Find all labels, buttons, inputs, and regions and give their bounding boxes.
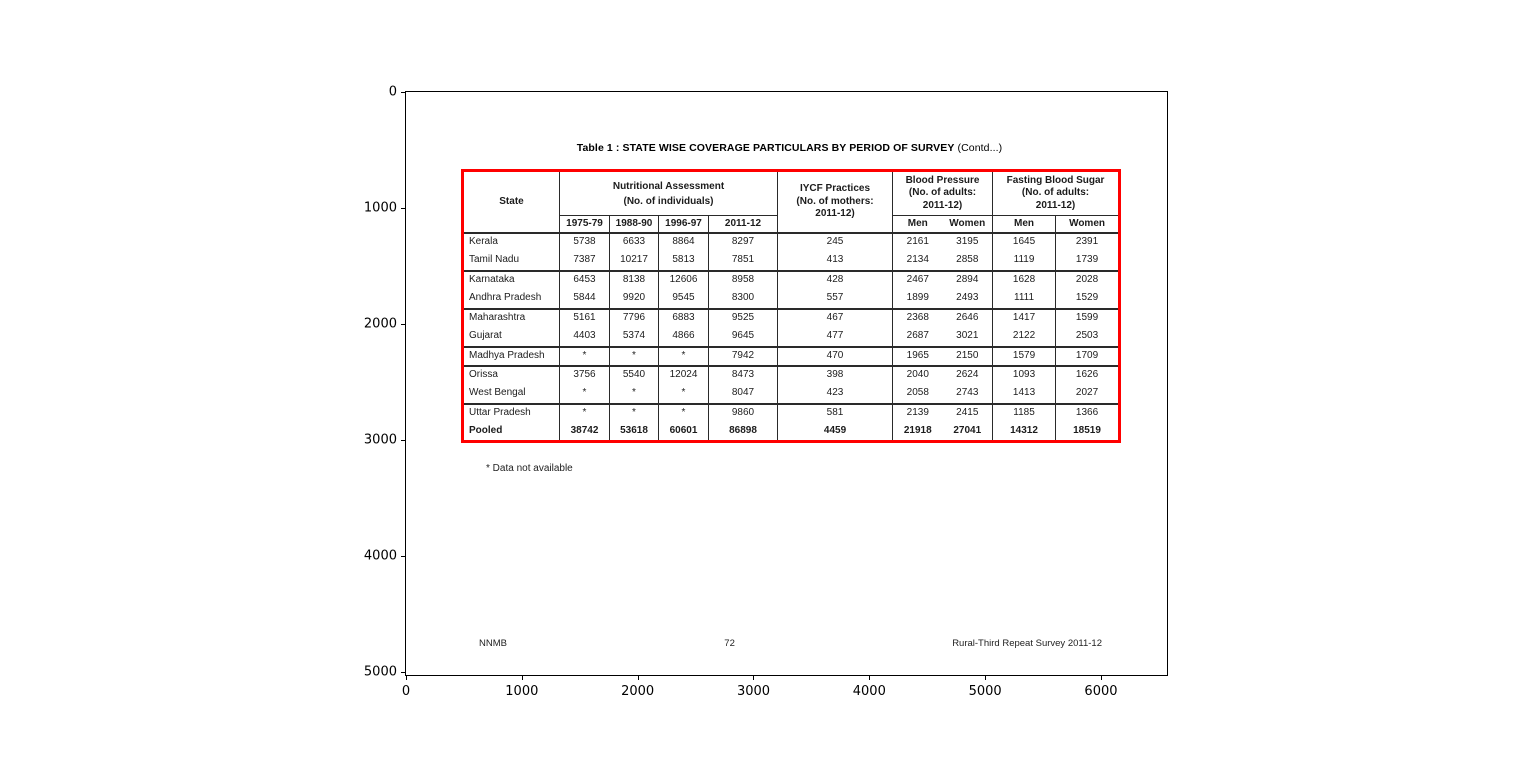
value-cell: 2646 xyxy=(943,309,993,328)
value-cell: 2134 xyxy=(893,252,943,271)
value-cell: 1899 xyxy=(893,290,943,309)
value-cell: 428 xyxy=(778,271,893,290)
value-cell: * xyxy=(560,347,610,366)
value-cell: 2858 xyxy=(943,252,993,271)
table-row xyxy=(463,385,1120,404)
value-cell: 9860 xyxy=(709,404,778,423)
y-tick-mark xyxy=(401,556,405,557)
value-cell: 2894 xyxy=(943,271,993,290)
value-cell: 5374 xyxy=(610,328,659,347)
value-cell: 1739 xyxy=(1056,252,1120,271)
header-fbs-line2: (No. of adults: xyxy=(1021,187,1090,199)
value-cell: 9920 xyxy=(610,290,659,309)
value-cell: 27041 xyxy=(943,423,993,442)
value-cell: 2150 xyxy=(943,347,993,366)
x-tick-mark xyxy=(406,676,407,680)
document-title-main: Table 1 : STATE WISE COVERAGE PARTICULARS BY PERIOD OF SURVEY xyxy=(576,142,955,154)
x-tick-label: 2000 xyxy=(621,684,655,699)
value-cell: * xyxy=(659,347,709,366)
value-cell: 477 xyxy=(778,328,893,347)
value-cell: * xyxy=(560,385,610,404)
value-cell: 2027 xyxy=(1056,385,1120,404)
value-cell: 1709 xyxy=(1056,347,1120,366)
table-row xyxy=(463,347,1120,366)
value-cell: 5161 xyxy=(560,309,610,328)
x-tick-label: 0 xyxy=(401,684,411,699)
header-bp-line2: (No. of adults: xyxy=(908,187,977,199)
value-cell: 7796 xyxy=(610,309,659,328)
value-cell: * xyxy=(659,385,709,404)
subheader-bp-men: Men xyxy=(893,216,943,233)
value-cell: 1628 xyxy=(993,271,1056,290)
state-cell: Tamil Nadu xyxy=(463,252,560,271)
value-cell: 1111 xyxy=(993,290,1056,309)
value-cell: * xyxy=(659,404,709,423)
document-title-contd: (Contd...) xyxy=(954,142,1003,154)
value-cell: * xyxy=(610,385,659,404)
value-cell: 60601 xyxy=(659,423,709,442)
value-cell: 7942 xyxy=(709,347,778,366)
footer-page-number: 72 xyxy=(724,638,735,649)
x-tick-mark xyxy=(522,676,523,680)
y-tick-label: 2000 xyxy=(363,316,397,332)
value-cell: 2467 xyxy=(906,274,929,286)
value-cell: 5540 xyxy=(610,366,659,385)
state-cell: Kerala xyxy=(463,233,560,252)
header-na-line2: (No. of individuals) xyxy=(623,195,714,207)
value-cell: 8864 xyxy=(659,233,709,252)
state-cell: Uttar Pradesh xyxy=(463,404,560,423)
state-cell: Madhya Pradesh xyxy=(463,347,560,366)
header-fbs-line3: 2011-12) xyxy=(1035,199,1076,211)
value-cell: 1579 xyxy=(993,347,1056,366)
value-cell: 18519 xyxy=(1073,425,1101,436)
state-cell: Pooled xyxy=(463,423,560,442)
value-cell: 2161 xyxy=(906,236,929,248)
x-tick-mark xyxy=(985,676,986,680)
x-tick-mark xyxy=(1101,676,1102,680)
subheader-1996-97: 1996-97 xyxy=(659,216,709,233)
value-cell: 1417 xyxy=(993,309,1056,328)
value-cell: 1626 xyxy=(1075,369,1099,381)
value-cell: 10217 xyxy=(610,252,659,271)
value-cell: 86898 xyxy=(709,423,778,442)
y-tick-mark xyxy=(401,92,405,93)
value-cell: 1529 xyxy=(1056,290,1120,309)
header-bp-line3: 2011-12) xyxy=(922,199,963,211)
value-cell: 6453 xyxy=(560,271,610,290)
value-cell: 557 xyxy=(778,290,893,309)
value-cell: 2624 xyxy=(943,366,993,385)
header-fbs-line1: Fasting Blood Sugar xyxy=(1006,174,1105,186)
value-cell: * xyxy=(610,404,659,423)
footer-left: NNMB xyxy=(479,638,507,649)
value-cell: 413 xyxy=(778,252,893,271)
value-cell: 9525 xyxy=(709,309,778,328)
y-tick-label: 0 xyxy=(388,84,397,100)
value-cell: 8047 xyxy=(709,385,778,404)
value-cell: * xyxy=(560,404,610,423)
value-cell: 1185 xyxy=(993,404,1056,423)
value-cell: * xyxy=(610,347,659,366)
value-cell: 470 xyxy=(778,347,893,366)
value-cell: 581 xyxy=(778,404,893,423)
value-cell: 2391 xyxy=(1075,236,1099,248)
value-cell: 4403 xyxy=(560,328,610,347)
value-cell: 8297 xyxy=(709,233,778,252)
y-tick-mark xyxy=(401,208,405,209)
table-row xyxy=(463,271,1120,290)
value-cell: 2743 xyxy=(943,385,993,404)
header-state: State xyxy=(463,171,560,233)
table-row xyxy=(463,309,1120,328)
table-row xyxy=(463,233,1120,252)
value-cell: 38742 xyxy=(560,423,610,442)
value-cell: 1599 xyxy=(1075,312,1099,324)
value-cell: 6633 xyxy=(610,233,659,252)
x-tick-label: 6000 xyxy=(1084,684,1118,699)
state-cell: West Bengal xyxy=(463,385,560,404)
value-cell: 9645 xyxy=(709,328,778,347)
value-cell: 8138 xyxy=(610,271,659,290)
y-tick-label: 3000 xyxy=(363,432,397,448)
x-tick-mark xyxy=(638,676,639,680)
value-cell: 12606 xyxy=(659,271,709,290)
value-cell: 4866 xyxy=(659,328,709,347)
value-cell: 21918 xyxy=(903,425,932,436)
table-row xyxy=(463,252,1120,271)
y-tick-label: 5000 xyxy=(363,664,397,680)
value-cell: 2493 xyxy=(943,290,993,309)
value-cell: 8300 xyxy=(709,290,778,309)
header-iycf-line3: 2011-12) xyxy=(815,208,855,219)
y-tick-mark xyxy=(401,440,405,441)
footer-right: Rural-Third Repeat Survey 2011-12 xyxy=(952,638,1102,649)
header-iycf-line1: IYCF Practices xyxy=(799,183,871,194)
axes-frame xyxy=(363,84,1168,699)
y-tick-mark xyxy=(401,672,405,673)
x-tick-label: 5000 xyxy=(968,684,1002,699)
value-cell: 2040 xyxy=(906,369,929,381)
header-bp-line1: Blood Pressure xyxy=(905,174,980,186)
value-cell: 1645 xyxy=(993,233,1056,252)
document-title xyxy=(461,142,1118,154)
value-cell: 9545 xyxy=(659,290,709,309)
value-cell: 8473 xyxy=(709,366,778,385)
state-cell: Andhra Pradesh xyxy=(463,290,560,309)
value-cell: 7851 xyxy=(709,252,778,271)
value-cell: 1119 xyxy=(993,252,1056,271)
value-cell: 3021 xyxy=(943,328,993,347)
value-cell: 423 xyxy=(778,385,893,404)
state-cell: Maharashtra xyxy=(463,309,560,328)
state-cell: Orissa xyxy=(463,366,560,385)
value-cell: 2503 xyxy=(1056,328,1120,347)
page-footer xyxy=(461,638,1118,649)
subheader-1988-90: 1988-90 xyxy=(610,216,659,233)
value-cell: 2058 xyxy=(893,385,943,404)
x-tick-label: 1000 xyxy=(505,684,539,699)
subheader-2011-12: 2011-12 xyxy=(709,216,778,233)
value-cell: 7387 xyxy=(560,252,610,271)
value-cell: 1093 xyxy=(993,366,1056,385)
value-cell: 1965 xyxy=(893,347,943,366)
table-body xyxy=(463,233,1120,442)
value-cell: 3756 xyxy=(560,366,610,385)
y-tick-mark xyxy=(401,324,405,325)
subheader-fbs-men: Men xyxy=(993,216,1056,233)
value-cell: 2028 xyxy=(1075,274,1099,286)
value-cell: 398 xyxy=(778,366,893,385)
value-cell: 53618 xyxy=(610,423,659,442)
x-tick-label: 4000 xyxy=(852,684,886,699)
value-cell: 4459 xyxy=(778,423,893,442)
value-cell: 2415 xyxy=(943,404,993,423)
footnote: * Data not available xyxy=(486,463,573,474)
x-tick-label: 3000 xyxy=(736,684,771,699)
value-cell: 2687 xyxy=(893,328,943,347)
subheader-1975-79: 1975-79 xyxy=(560,216,610,233)
value-cell: 1366 xyxy=(1075,407,1099,419)
subheader-fbs-women: Women xyxy=(1056,216,1120,233)
header-na-line1: Nutritional Assessment xyxy=(612,180,725,192)
x-tick-mark xyxy=(869,676,870,680)
value-cell: 14312 xyxy=(993,423,1056,442)
table-row xyxy=(463,423,1120,442)
x-tick-mark xyxy=(753,676,754,680)
value-cell: 467 xyxy=(778,309,893,328)
value-cell: 2139 xyxy=(906,407,929,419)
table-row xyxy=(463,404,1120,423)
state-cell: Gujarat xyxy=(463,328,560,347)
value-cell: 5813 xyxy=(659,252,709,271)
value-cell: 3195 xyxy=(943,233,993,252)
header-nutritional-assessment xyxy=(560,171,778,216)
header-iycf xyxy=(778,171,893,233)
coverage-table xyxy=(461,169,1121,443)
value-cell: 5738 xyxy=(560,233,610,252)
value-cell: 8958 xyxy=(709,271,778,290)
value-cell: 12024 xyxy=(659,366,709,385)
y-tick-label: 1000 xyxy=(363,200,397,216)
value-cell: 245 xyxy=(778,233,893,252)
table-row xyxy=(463,290,1120,309)
header-fasting-blood-sugar xyxy=(993,171,1120,216)
value-cell: 2368 xyxy=(906,312,929,324)
state-cell: Karnataka xyxy=(463,271,560,290)
header-iycf-line2: (No. of mothers: xyxy=(796,195,874,207)
y-tick-label: 4000 xyxy=(363,548,397,564)
subheader-bp-women: Women xyxy=(943,216,993,233)
value-cell: 1413 xyxy=(993,385,1056,404)
value-cell: 2122 xyxy=(993,328,1056,347)
table-row xyxy=(463,366,1120,385)
value-cell: 6883 xyxy=(659,309,709,328)
value-cell: 5844 xyxy=(560,290,610,309)
header-blood-pressure xyxy=(893,171,993,216)
table-row xyxy=(463,328,1120,347)
